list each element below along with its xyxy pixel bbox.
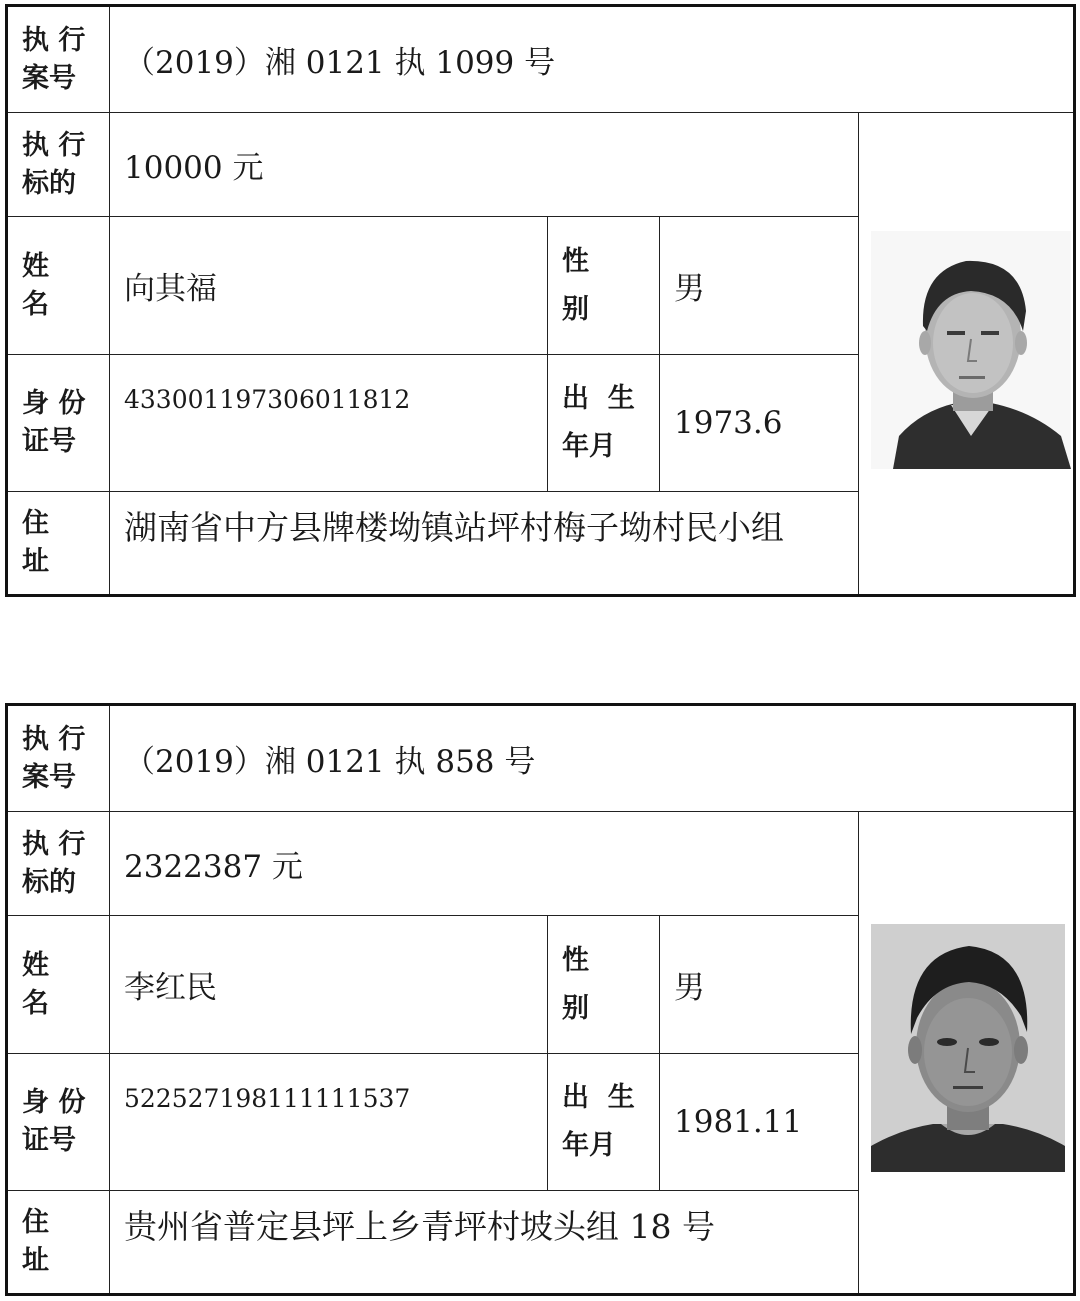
portrait-photo: [871, 924, 1065, 1172]
amount-value: 10000 元: [110, 113, 859, 217]
gender-value: 男: [660, 916, 859, 1054]
id-number-label: 身 份 证号: [7, 355, 110, 492]
id-number-value: 522527198111111537: [110, 1054, 548, 1191]
gender-label: 性 别: [548, 217, 660, 355]
birth-label: 出 生 年月: [548, 1054, 660, 1191]
case-number-label: 执 行 案号: [7, 705, 110, 812]
birth-value: 1981.11: [660, 1054, 859, 1191]
debtor-record-1: [5, 4, 1073, 597]
case-number-value: （2019）湘 0121 执 1099 号: [110, 6, 1075, 113]
gender-value: 男: [660, 217, 859, 355]
amount-value: 2322387 元: [110, 812, 859, 916]
case-number-value: （2019）湘 0121 执 858 号: [110, 705, 1075, 812]
address-value: 贵州省普定县坪上乡青坪村坡头组 18 号: [110, 1191, 859, 1295]
photo-cell: [859, 812, 1075, 1295]
portrait-photo: [871, 231, 1071, 469]
name-label: 姓 名: [7, 217, 110, 355]
id-number-value: 433001197306011812: [110, 355, 548, 492]
birth-label: 出 生 年月: [548, 355, 660, 492]
address-label: 住 址: [7, 492, 110, 596]
case-number-label: 执 行 案号: [7, 6, 110, 113]
record-table: [5, 703, 1076, 1296]
name-value: 李红民: [110, 916, 548, 1054]
gender-label: 性 别: [548, 916, 660, 1054]
amount-label: 执 行 标的: [7, 113, 110, 217]
record-table: [5, 4, 1076, 597]
debtor-record-2: [5, 703, 1073, 1296]
address-label: 住 址: [7, 1191, 110, 1295]
address-value: 湖南省中方县牌楼坳镇站坪村梅子坳村民小组: [110, 492, 859, 596]
birth-value: 1973.6: [660, 355, 859, 492]
name-label: 姓 名: [7, 916, 110, 1054]
amount-label: 执 行 标的: [7, 812, 110, 916]
id-number-label: 身 份 证号: [7, 1054, 110, 1191]
name-value: 向其福: [110, 217, 548, 355]
photo-cell: [859, 113, 1075, 596]
